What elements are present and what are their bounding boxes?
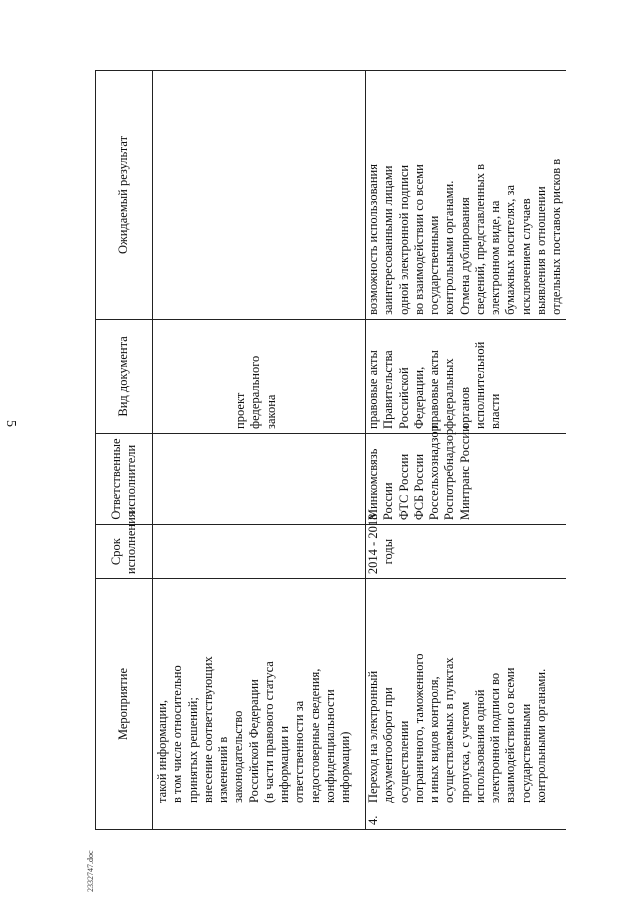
doc-type-cell: правовые акты Правительства Российской Федерации, правовые акты федеральных органов исполнительной власти — [366, 319, 567, 433]
page-number-text: 5 — [3, 420, 18, 427]
file-label: 2332747.doc — [86, 850, 95, 892]
rotated-table-container — [95, 70, 595, 830]
header-term: Срок исполнения — [96, 525, 153, 579]
result-cell: возможность использования заинтересованными лицами одной электронной подписи во взаимодействии со всеми государственными контрольными органами. Отмена дублирования сведений, представленных в электронном виде, на бумажных носителях, за исключением случаев выявления в отношении отдельных поставок рисков в — [366, 71, 567, 320]
term-cell: 2014 - 2018 годы — [366, 525, 567, 579]
responsible-cell: Минкомсвязь России ФТС России ФСБ России Россельхознадзор Роспотребнадзор Минтранс России — [366, 433, 567, 524]
result-cell — [153, 71, 366, 320]
header-event: Мероприятие — [96, 579, 153, 830]
table-row — [153, 71, 366, 830]
header-result: Ожидаемый результат — [96, 71, 153, 320]
event-cell: 4.Переход на электронный документооборот при осуществлении пограничного, таможенного и иных видов контроля, осуществляемых в пунктах пропуска, с учетом использования одной электронной подписи во взаимодействии со всеми государственными контрольными органами. — [366, 579, 567, 830]
plan-table — [95, 70, 566, 830]
responsible-cell — [153, 433, 366, 524]
term-cell — [153, 525, 366, 579]
header-responsible: Ответственные исполнители — [96, 433, 153, 524]
page-number — [0, 0, 18, 905]
table-row — [366, 71, 567, 830]
doc-type-cell: проект федерального закона — [153, 319, 366, 433]
header-doc-type: Вид документа — [96, 319, 153, 433]
table-header-row — [96, 71, 153, 830]
event-cell: такой информации, в том числе относительно принятых решений; внесение соответствующих изменений в законодательство Российской Федерации (в части правового статуса информации и ответственности за недостоверные сведения, конфиденциальности информации) — [153, 579, 366, 830]
row-number: 4. — [366, 815, 380, 825]
